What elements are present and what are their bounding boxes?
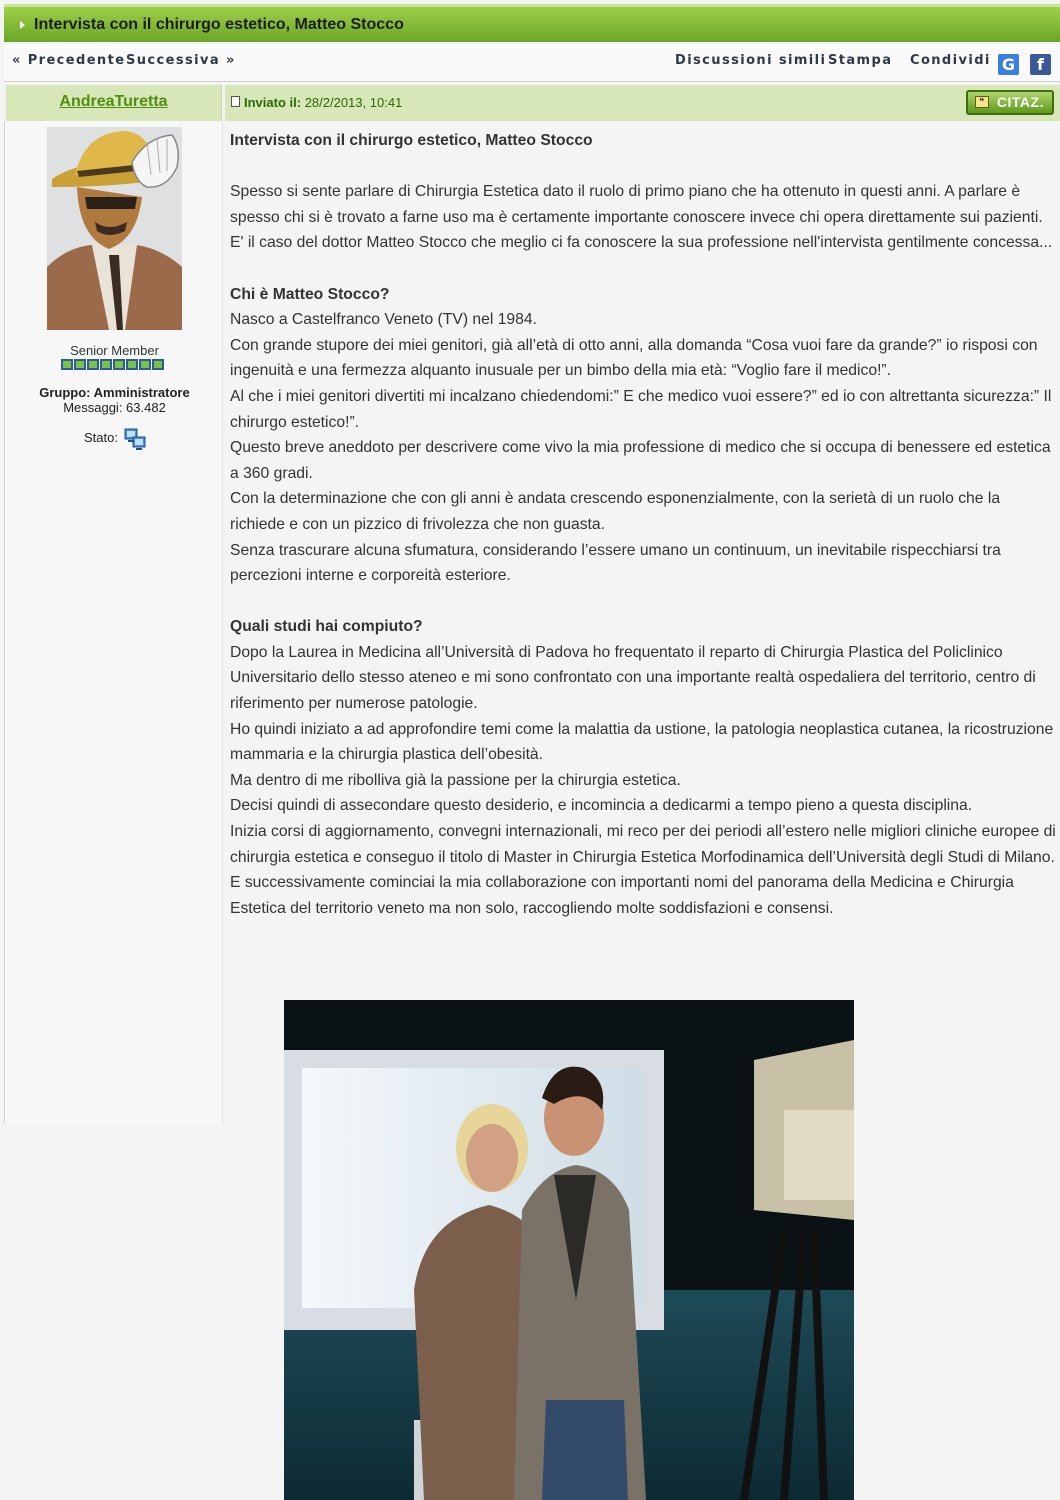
rank-pip (152, 359, 164, 370)
topic-nav-bar (4, 44, 1060, 82)
document-icon (231, 96, 240, 107)
member-messages: Messaggi: 63.482 (63, 400, 166, 415)
author-header (6, 85, 222, 121)
next-link[interactable]: Successiva » (126, 53, 236, 68)
status-label: Stato: (84, 430, 118, 445)
post-body (230, 128, 1058, 921)
answer-paragraph: Senza trascurare alcuna sfumatura, considerando l’essere umano un continuum, un inevitabile rispecchiarsi tra percezioni interne e corporeità esteriore. (230, 541, 1001, 585)
answer-paragraph: Questo breve aneddoto per descrivere come vivo la mia professione di medico che si occupa di benessere ed estetica a 360 gradi. (230, 439, 1051, 482)
facebook-share-icon[interactable]: f (1030, 54, 1051, 75)
rank-pip (113, 359, 125, 370)
answer-paragraph: Nasco a Castelfranco Veneto (TV) nel 1984. (230, 311, 537, 329)
print-link[interactable]: Stampa (828, 53, 893, 68)
rank-pip (61, 359, 73, 370)
question-heading: Chi è Matteo Stocco? (230, 285, 390, 303)
author-sidebar (4, 121, 223, 1123)
caret-right-icon (20, 21, 25, 29)
answer-paragraph: Ma dentro di me ribolliva già la passione per la chirurgia estetica. (230, 771, 681, 789)
quote-icon: ❝ (975, 96, 989, 108)
post-date (244, 95, 402, 110)
google-share-icon[interactable]: G (998, 54, 1019, 75)
rank-pip (139, 359, 151, 370)
avatar-image (47, 127, 182, 330)
topic-title-bar (4, 4, 1060, 42)
member-group: Gruppo: Amministratore (39, 385, 190, 400)
question-heading: Quali studi hai compiuto? (230, 618, 423, 636)
rank-pip (74, 359, 86, 370)
member-rank: Senior Member (70, 343, 159, 358)
answer-paragraph: Con la determinazione che con gli anni è andata crescendo esponenzialmente, con la serietà di un ruolo che la richiede e con un pizzico di frivolezza che non guasta. (230, 490, 1001, 533)
previous-link[interactable]: « Precedente (12, 53, 126, 68)
posted-date-value: 28/2/2013, 10:41 (304, 95, 403, 110)
answer-paragraph: Con grande stupore dei miei genitori, già all’età di otto anni, alla domanda “Cosa vuoi fare da grande?” io risposi con ingenuità e una fermezza alquanto inusuale per un bimbo della mia età: “Voglio fare il medico!”. (230, 336, 1038, 380)
avatar[interactable] (47, 127, 182, 330)
answer-paragraph: E successivamente cominciai la mia collaborazione con importanti nomi del panorama della Medicina e Chirurgia Estetica del territorio veneto ma non solo, raccogliendo molte soddisfazioni e consensi. (230, 874, 1014, 917)
posted-label: Inviato il: (244, 95, 302, 110)
post-header (225, 85, 1060, 121)
post-intro: Spesso si sente parlare di Chirurgia Estetica dato il ruolo di primo piano che ha ottenuto in questi anni. A parlare è spesso chi si è trovato a farne uso ma è certamente importante conoscere invece chi opera direttamente sui pazienti. E' il caso del dottor Matteo Stocco che meglio ci fa conoscere la sua professione nell'intervista gentilmente concessa... (230, 183, 1053, 252)
rank-pip (87, 359, 99, 370)
studio-photo (284, 1000, 854, 1500)
author-name-link[interactable]: AndreaTuretta (59, 93, 168, 110)
answer-paragraph: Decisi quindi di assecondare questo desiderio, e incomincia a dedicarmi a tempo pieno a questa disciplina. (230, 797, 973, 815)
quote-button[interactable] (966, 90, 1054, 115)
rank-pip (126, 359, 138, 370)
answer-paragraph: Inizia corsi di aggiornamento, convegni internazionali, mi reco per dei periodi all’estero nelle migliori cliniche europee di chirurgia estetica e conseguo il titolo di Master in Chirurgia Estetica Morfodinamica dell’Università degli Studi di Milano. (230, 823, 1056, 866)
quote-button-label: CITAZ. (996, 94, 1044, 110)
rank-pip (100, 359, 112, 370)
share-label: Condividi (910, 53, 991, 68)
post-photo (284, 1000, 854, 1500)
answer-paragraph: Al che i miei genitori divertiti mi incalzano chiedendomi:” E che medico vuoi essere?” ed io con altrettanta sicurezza:” Il chirurgo estetico!”. (230, 387, 1052, 431)
topic-title: Intervista con il chirurgo estetico, Matteo Stocco (34, 15, 404, 33)
answer-paragraph: Ho quindi iniziato a ad approfondire temi come la malattia da ustione, la patologia neoplastica cutanea, la ricostruzione mammaria e la chirurgia plastica dell’obesità. (230, 720, 1054, 764)
answer-paragraph: Dopo la Laurea in Medicina all’Università di Padova ho frequentato il reparto di Chirurgia Plastica del Policlinico Universitario dello stesso ateneo e mi sono confrontato con una importante realtà ospedaliera del territorio, centro di riferimento per numerose patologie. (230, 643, 1036, 713)
similar-discussions-link[interactable]: Discussioni simili (675, 53, 827, 68)
online-status-icon (124, 428, 146, 450)
post-title: Intervista con il chirurgo estetico, Matteo Stocco (230, 132, 593, 149)
rank-pips (61, 359, 169, 371)
